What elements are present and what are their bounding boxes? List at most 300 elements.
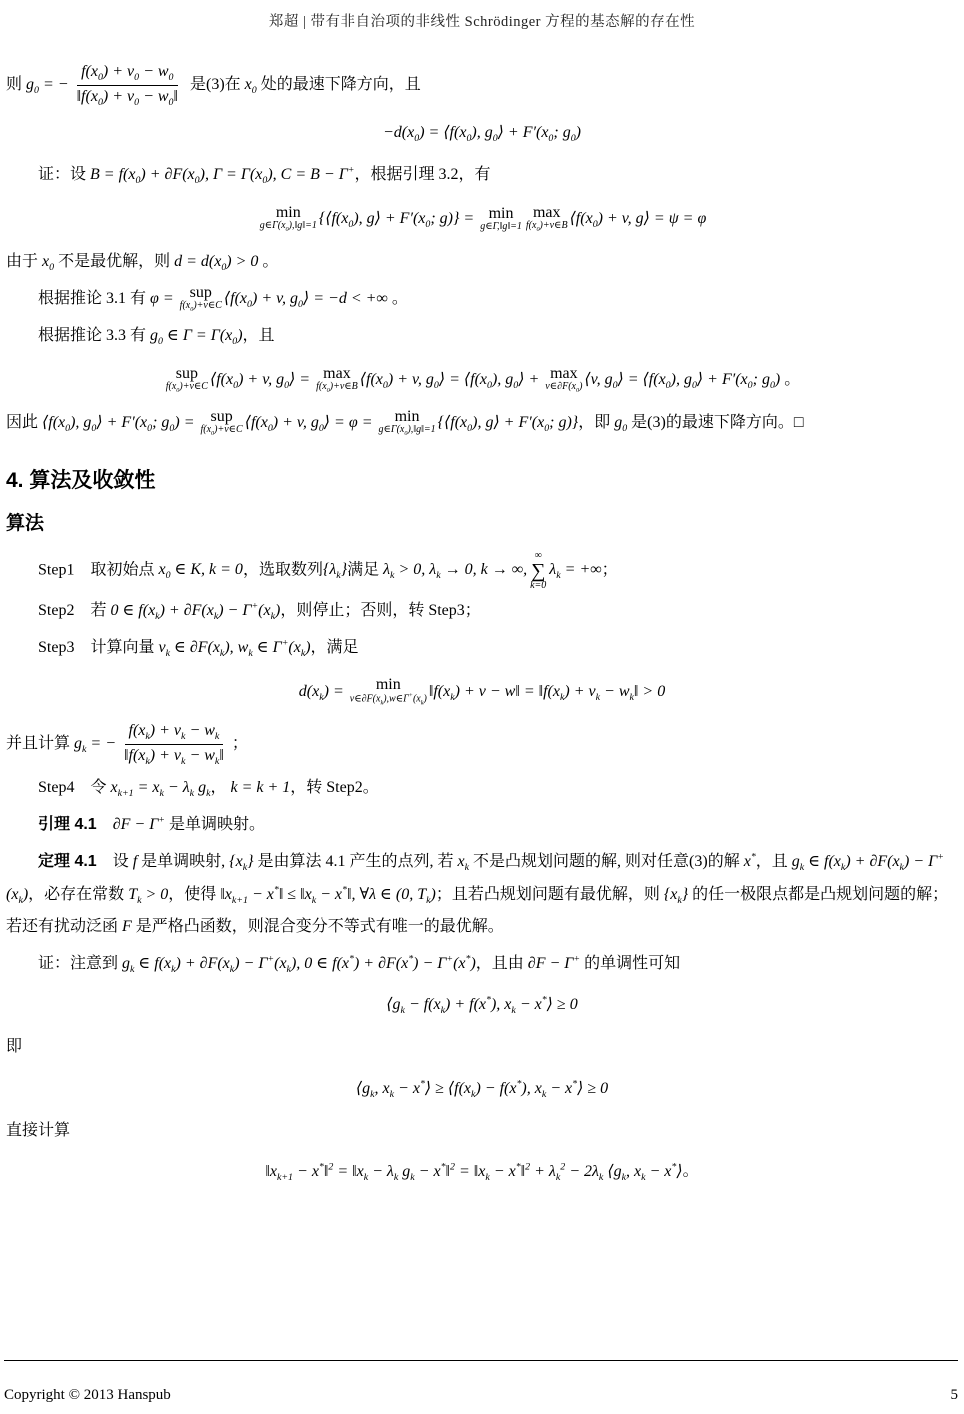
subscript: k (464, 861, 470, 873)
text-run: 是严格凸函数，则混合变分不等式有唯一的最优解。 (131, 918, 504, 936)
text-run: 并且计算 (6, 734, 75, 752)
operator-constraint: $f(x_0)+v\in C$ (165, 380, 208, 394)
subscript: 0 (134, 72, 140, 84)
eq-norm-expansion (6, 1160, 958, 1184)
subscript: 0 (168, 96, 174, 108)
operator-constraint: $f(x_0)+v\in B$ (525, 219, 568, 233)
subscript: k (389, 1088, 395, 1100)
subscript: k+1 (117, 788, 134, 800)
operator-name: max (550, 364, 578, 382)
math-run: φ = (150, 290, 178, 308)
step3 (6, 632, 958, 665)
math-run: $B = f(x_0) + \partial F(x_0)$, $\Gamma = \Gamma(x_0)$, C = B − Γ+ (90, 164, 355, 187)
math-run: $\{\lambda_k\}$ (322, 561, 348, 582)
operator-name: max (323, 364, 351, 382)
subscript: 0 (134, 96, 140, 108)
subscript: 0 (135, 175, 141, 187)
subscript: 0 (97, 72, 103, 84)
subscript: 0 (194, 175, 200, 187)
text-run: ，必存在常数 (28, 885, 129, 903)
subscript: 0 (168, 72, 174, 84)
operator-constraint: $g\in\Gamma(x_0),‖g‖=1$ (378, 424, 436, 437)
math-run: $T_k > 0$ (128, 885, 169, 906)
subscript: 0 (267, 423, 273, 435)
subsection-heading (6, 508, 958, 535)
subscript: k (840, 861, 846, 873)
superscript: + (573, 953, 581, 965)
para-direct-calc (6, 1115, 958, 1148)
math-run: $⟨f(x_0) + v$, $g_0⟩ = \varphi$ = (244, 414, 377, 435)
subscript: 0 (622, 423, 628, 435)
math-run: x* (743, 851, 756, 870)
superscript: + (446, 953, 454, 965)
subscript: 0 (91, 423, 97, 435)
eq-sup-chain (6, 366, 958, 394)
text-run: ，则停止；否则，转 Step3； (280, 601, 481, 619)
subscript: k (336, 570, 341, 582)
subscript: 0 (232, 336, 238, 348)
subscript: 0 (548, 133, 554, 145)
text-run: 由于 (6, 253, 43, 271)
superscript: 2 (450, 1161, 455, 1173)
subscript: k (677, 894, 682, 906)
operator-name: max (532, 204, 561, 222)
text-run: ，即 (578, 414, 615, 432)
page-header-title: 郑超 | 带有非自治项的非线性 Schrödinger 方程的基态解的存在性 (268, 14, 696, 30)
operator-name: min (275, 204, 301, 222)
superscript: + (251, 600, 259, 612)
subscript: 0 (433, 379, 439, 391)
text-run: 是单调映射, (137, 852, 230, 870)
subscript: k (629, 692, 634, 704)
fraction-numerator: $f(x_k) + v_k - w_k$ (125, 720, 224, 745)
text-run: ，且由 (475, 955, 528, 973)
subscript: 0 (251, 84, 257, 96)
text-run: 的任一极限点都是凸规划问题的解；若还有扰动泛函 (6, 885, 949, 936)
subscript: k (214, 731, 220, 743)
math-run: $⟨g_k - f(x_k) + f(x^*)$, $x_k$ − x*⟩ ≥ 0 (386, 994, 578, 1017)
superscript: 2 (328, 1161, 334, 1173)
subscript: k (555, 1171, 561, 1183)
math-run: F (122, 918, 132, 936)
subscript: k (370, 1088, 375, 1100)
text-run: 则 (6, 75, 27, 93)
math-run: $x_0$ (244, 75, 257, 96)
text-run: 。 (258, 253, 279, 271)
bold-label: 定理 4.1 (38, 852, 97, 870)
subscript: 0 (318, 423, 324, 435)
subscript: k (130, 964, 135, 976)
text-run: 设 (96, 852, 133, 870)
subscript: 0 (382, 379, 388, 391)
math-run: $g_0$ (614, 414, 628, 435)
subscript: k (82, 743, 87, 755)
math-run: 0 ∈ $f(x_k) + \partial F(x_k) - \Gamma^+(x_k)$ (110, 600, 281, 622)
step1 (6, 551, 958, 591)
subscript: k (171, 964, 176, 976)
superscript: * (440, 1161, 446, 1173)
operator-constraint: $v\in\partial F(x_0)$ (545, 380, 583, 394)
math-run: $⟨f(x_0) + v$, $g_0⟩ = -d$ < +∞ (223, 290, 388, 311)
subscript: 0 (467, 423, 473, 435)
subscript: 0 (691, 379, 697, 391)
subscript: 0 (348, 219, 354, 231)
fraction-numerator: $f(x_0) + v_0 - w_0$ (77, 61, 177, 86)
subscript: 0 (575, 386, 580, 394)
math-run: $g_0$ ∈ $\Gamma = \Gamma(x_0)$ (150, 326, 243, 348)
text-run: 。 (682, 1162, 699, 1180)
operator-constraint: $f(x_0)+v\in B$ (316, 380, 358, 394)
superscript: + (281, 637, 289, 649)
math-run: $x_{k+1} = x_k - \lambda_k$ $g_k$ (110, 779, 211, 800)
text-run: 算法 (6, 512, 45, 534)
text-run: Step2 若 (38, 601, 111, 619)
subscript: 0 (169, 423, 175, 435)
subscript: k (286, 964, 291, 976)
subscript: k (214, 755, 220, 767)
operator-name: min (375, 676, 401, 694)
text-run: ，且 (242, 326, 275, 344)
subscript: k (595, 692, 601, 704)
section-heading (6, 464, 958, 494)
subscript: 0 (298, 299, 303, 311)
subscript: 0 (176, 386, 180, 394)
subscript: k (426, 894, 431, 906)
page-number: 5 (950, 1387, 958, 1403)
subscript: k (799, 861, 805, 873)
subscript: 0 (536, 225, 540, 233)
superscript: + (347, 164, 355, 176)
para-gk (6, 720, 958, 768)
text-run: 直接计算 (6, 1121, 71, 1139)
superscript: * (572, 1078, 578, 1090)
math-run: $‖x_{k+1}$ − x*‖ ≤ $‖x_k$ − x*‖, ∀λ ∈ (0, $T_k$) (220, 884, 436, 906)
superscript: 2 (525, 1161, 531, 1173)
para-corollary-33 (6, 320, 958, 353)
fraction-denominator: $‖f(x_k) + v_k$ − $w_k‖$ (124, 746, 224, 767)
text-run: 。 (387, 290, 408, 308)
theorem-41 (6, 846, 958, 944)
subscript: k (213, 611, 219, 622)
text-run: Step1 取初始点 (38, 561, 159, 579)
fraction (120, 720, 228, 768)
subscript: 0 (414, 133, 420, 145)
math-run: $x_k$ (457, 852, 470, 873)
subscript: k (436, 570, 441, 582)
summation-upper: ∞ (534, 549, 542, 561)
subscript: 0 (665, 379, 671, 391)
subscript: k (621, 1171, 626, 1183)
superscript: * (273, 884, 279, 896)
subscript: k (641, 1171, 646, 1183)
operator-name: sup (189, 284, 212, 302)
math-run: $d = d(x_0) > 0$ (174, 253, 259, 274)
superscript: 2 (560, 1161, 566, 1173)
superscript: * (515, 1161, 521, 1173)
subscript: k (363, 1171, 369, 1183)
limit-operator (350, 677, 427, 707)
math-run: ⟨v, $g_0⟩$ = $⟨f(x_0)$, $g_0⟩ + F'(x_0$; $g_0$) (584, 370, 781, 391)
subscript: k (541, 1088, 547, 1100)
math-run: $‖x_{k+1}$ − x*‖$^2$ = $‖x_k - \lambda_k$ $g_k$ − x*‖$^2$ = $‖x_k$ − x*‖$^2$ + $\lambda_k^2 - 2\lambda_k$ $⟨g_k$, $x_k$ − x*⟩ (265, 1161, 683, 1183)
math-run: $x_0$ ∈ K, k = 0 (158, 561, 243, 582)
fraction-denominator: $‖f(x_0) + v_0$ − $w_0‖$ (76, 87, 178, 108)
superscript: + (158, 814, 165, 826)
text-run (97, 816, 113, 833)
superscript: + (937, 851, 944, 863)
subscript: k (145, 731, 150, 743)
subscript: 0 (65, 423, 71, 435)
subscript: 0 (158, 336, 163, 348)
superscript: * (516, 1078, 522, 1090)
text-run: ，根据引理 3.2，有 (354, 166, 491, 184)
subscript: k (206, 788, 211, 800)
operator-constraint: $g\in\Gamma(x_0),‖g‖=1$ (259, 219, 317, 233)
text-run: ，选取数列 (242, 561, 323, 579)
copyright-text: Copyright © 2013 Hanspub (4, 1387, 171, 1403)
math-run: $v_k$ ∈ $\partial F(x_k)$, $w_k$ ∈ $\Gamma^+(x_k)$ (158, 637, 311, 659)
text-run: ，转 Step2。 (290, 779, 379, 797)
superscript: * (419, 1078, 425, 1090)
math-run: $x_0$ (42, 253, 55, 274)
subscript: 0 (284, 379, 290, 391)
subscript: 0 (592, 219, 598, 231)
eq-minmax (6, 205, 958, 233)
subscript: k (181, 731, 186, 743)
subscript: 0 (211, 430, 215, 437)
subscript: k (400, 1005, 405, 1017)
text-run: 即 (6, 1038, 23, 1056)
text-run: 证：设 (38, 166, 91, 184)
superscript: + (267, 953, 275, 965)
subscript: k (420, 699, 424, 707)
subscript: k (137, 894, 142, 906)
text-run: ，满足 (310, 638, 359, 656)
text-run: 是(3)的最速下降方向。□ (627, 414, 804, 432)
math-run: ∂F − Γ+ (112, 814, 165, 833)
subscript: k (311, 894, 317, 906)
subscript: 0 (190, 306, 194, 314)
subscript: 0 (233, 379, 239, 391)
subscript: k (159, 788, 164, 800)
step4 (6, 772, 958, 805)
math-run: $⟨f(x_0) + v$, g⟩ = ψ = φ (569, 209, 707, 231)
math-run: $\{x_k\}$ (229, 852, 254, 873)
subscript: k (181, 755, 186, 767)
subscript: k (899, 861, 904, 873)
subscript: 0 (513, 379, 519, 391)
subscript: 0 (769, 379, 775, 391)
para-corollary-31 (6, 283, 958, 316)
math-run: ∂F − Γ+ (527, 953, 581, 973)
operator-name: sup (175, 364, 198, 382)
superscript: + (408, 692, 413, 700)
subscript: 0 (612, 379, 618, 391)
bold-label: 引理 4.1 (38, 815, 97, 833)
subscript: k+1 (276, 1171, 294, 1183)
subscript: 0 (570, 133, 576, 145)
subscript: k (559, 692, 565, 704)
text-run: ； (601, 561, 618, 579)
math-run: {$⟨f(x_0)$, g⟩ + $F'(x_0$; g)} = (318, 209, 479, 231)
subscript: k (242, 861, 248, 873)
subscript: 0 (221, 262, 227, 274)
subscript: k (390, 570, 395, 582)
subscript: 0 (404, 430, 408, 437)
operator-name: min (394, 408, 420, 426)
superscript: * (750, 851, 756, 863)
math-run: $\{x_k\}$ (663, 885, 689, 906)
text-run: ，使得 (168, 885, 221, 903)
content (6, 61, 958, 1185)
math-run: $-d(x_0)$ = $⟨f(x_0)$, $g_0⟩ + F'(x_0$; $g_0$) (383, 124, 581, 145)
text-run: 不是凸规划问题的解, 则对任意(3)的解 (469, 852, 744, 870)
subscript: k (219, 647, 225, 659)
subscript: 0 (262, 175, 268, 187)
para-proof-setup (6, 159, 958, 192)
subscript: k (248, 647, 253, 659)
subscript: k (511, 1005, 516, 1017)
subscript: 0 (326, 386, 330, 394)
superscript: * (318, 1161, 324, 1173)
limit-operator (526, 205, 568, 233)
subscript: k (485, 1171, 490, 1183)
superscript: * (671, 1161, 677, 1173)
para-ie (6, 1031, 958, 1064)
math-run: $⟨f(x_0) + v$, $g_0⟩$ = (209, 370, 315, 391)
text-run: 根据推论 3.3 有 (38, 326, 151, 344)
subscript: 0 (425, 219, 431, 231)
subscript: 0 (487, 379, 492, 391)
math-run: $g_0$ = − (26, 75, 69, 96)
subscript: k (165, 647, 170, 659)
summation-operator (530, 551, 546, 591)
limit-operator (316, 366, 358, 394)
operator-constraint: $f(x_0)+v\in C$ (200, 424, 243, 437)
math-run: $\lambda_k > 0$, $\lambda_k \to 0$, k → ∞, (383, 561, 528, 582)
text-run: ，且 (755, 852, 792, 870)
subscript: 0 (97, 96, 103, 108)
text-run: 是(3)在 (186, 75, 245, 93)
para-d-positive (6, 246, 958, 279)
limit-operator (545, 366, 582, 394)
page-footer (4, 1360, 958, 1414)
text-run: 满足 (347, 561, 384, 579)
text-run: ；且若凸规划问题有最优解，则 (435, 885, 664, 903)
math-run: $⟨g_k$, $x_k$ − x*⟩ ≥ $⟨f(x_k) - f(x^*)$, $x_k$ − x*⟩ ≥ 0 (355, 1078, 609, 1100)
math-run: $g_k$ = − (74, 734, 117, 755)
subscript: k (380, 699, 384, 707)
subscript: 0 (747, 379, 753, 391)
summation-lower: k=0 (530, 579, 547, 591)
proof-41 (6, 948, 958, 981)
math-run: $g_k$ ∈ $f(x_k) + \partial F(x_k) - \Gamma^+(x_k)$ (6, 851, 944, 906)
subscript: k (270, 611, 275, 622)
text-run: ， (210, 779, 231, 797)
eq-steepest-descent (6, 122, 958, 146)
subscript: k (471, 1088, 476, 1100)
text-run: Step4 令 (38, 779, 111, 797)
subscript: k (440, 1005, 446, 1017)
text-run: 根据推论 3.1 有 (38, 290, 151, 308)
operator-name: sup (210, 408, 233, 426)
text-run: 是单调映射。 (164, 815, 265, 833)
subscript: k (393, 1171, 399, 1183)
subscript: 0 (544, 423, 550, 435)
limit-operator (180, 285, 222, 313)
subscript: 0 (147, 423, 153, 435)
eq-monotone (6, 994, 958, 1018)
eq-inner-chain (6, 1077, 958, 1101)
superscript: * (541, 994, 547, 1006)
eq-dk (6, 677, 958, 707)
fraction (73, 61, 182, 109)
limit-operator (260, 205, 317, 233)
text-run: 。 (780, 370, 801, 388)
math-run: $g_k$ ∈ $f(x_k) + \partial F(x_k) - \Gamma^+(x_k)$, 0 ∈ f(x*) + ∂F(x*) − Γ+(x*) (122, 953, 476, 976)
subscript: k (410, 1171, 415, 1183)
text-run: 4. 算法及收敛性 (6, 468, 156, 492)
subscript: 0 (34, 84, 39, 96)
text-run: 不是最优解，则 (54, 253, 175, 271)
limit-operator (378, 409, 435, 437)
text-run: 处的最速下降方向，且 (256, 75, 421, 93)
math-run: $‖f(x_k) + v$ − w‖ = $‖f(x_k) + v_k$ − $w_k‖ > 0$ (428, 682, 666, 704)
subscript: k (450, 692, 455, 704)
subscript: k (598, 1171, 604, 1183)
subscript: 0 (285, 225, 289, 233)
summation-sigma: ∑ (531, 559, 546, 582)
para-conclusion (6, 407, 958, 440)
para-g0-direction (6, 61, 958, 109)
math-run: f (132, 852, 138, 870)
limit-operator (166, 366, 208, 394)
subscript: 0 (492, 133, 498, 145)
subscript: k (229, 964, 235, 976)
step2 (6, 595, 958, 628)
subscript: 0 (466, 133, 472, 145)
subscript: k (18, 894, 23, 906)
math-run: $d(x_k)$ = (298, 682, 348, 704)
superscript: * (349, 953, 354, 965)
subscript: k (556, 570, 561, 582)
text-run: 因此 (6, 414, 43, 432)
superscript: * (486, 994, 491, 1006)
subscript: 0 (247, 299, 252, 311)
superscript: * (408, 953, 414, 965)
text-run: Step3 计算向量 (38, 638, 159, 656)
math-run: $⟨f(x_0)$, $g_0⟩ + F'(x_0$; $g_0$) = (42, 414, 199, 435)
subscript: k (189, 788, 195, 800)
subscript: k (155, 611, 160, 622)
text-run: 证：注意到 (38, 955, 123, 973)
math-run: k = k + 1 (230, 779, 291, 797)
text-run: ； (231, 734, 248, 752)
math-run: $⟨f(x_0) + v$, $g_0⟩$ = $⟨f(x_0)$, $g_0⟩$ + (359, 370, 544, 391)
operator-name: min (488, 205, 514, 223)
lemma-41 (6, 809, 958, 842)
text-run: 是由算法 4.1 产生的点列, 若 (253, 852, 458, 870)
subscript: 0 (49, 262, 55, 274)
operator-constraint: $v\in\partial F(x_k),w\in\Gamma^+(x_k)$ (349, 692, 427, 707)
superscript: * (342, 884, 347, 896)
operator-constraint: $f(x_0)+v\in C$ (179, 300, 222, 314)
superscript: * (465, 953, 471, 965)
subscript: k (300, 647, 306, 659)
text-run: 的单调性可知 (580, 955, 681, 973)
limit-operator (200, 409, 242, 437)
subscript: k+1 (231, 894, 248, 906)
